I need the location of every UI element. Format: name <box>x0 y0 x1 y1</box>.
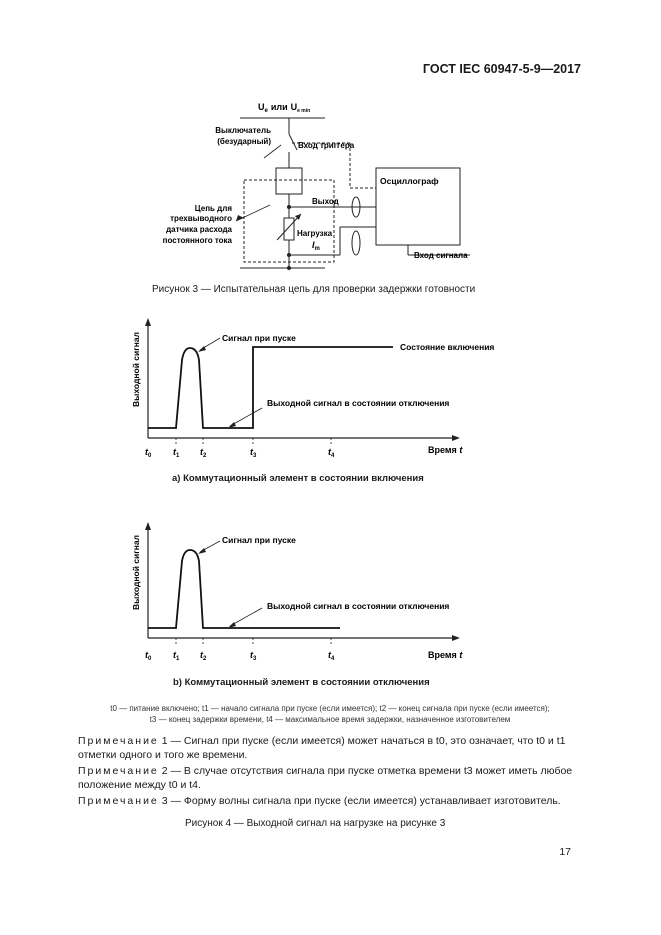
figure3-caption: Рисунок 3 — Испытательная цепь для проверки задержки готовности <box>152 284 476 295</box>
figure4-caption: Рисунок 4 — Выходной сигнал на нагрузке на рисунке 3 <box>185 818 446 829</box>
svg-text:t4: $t_4$ <box>328 650 335 662</box>
svg-text:t2: $t_2$ <box>200 447 207 459</box>
svg-text:t4: $t_4$ <box>328 447 335 459</box>
svg-text:трехвыводного: трехвыводного <box>170 214 232 223</box>
time-legend-line1: t0 — питание включено; t1 — начало сигнала при пуске (если имеется); t2 — конец сигнала при пуске (если имеется); <box>110 704 550 713</box>
svg-text:датчика расхода: датчика расхода <box>166 225 232 234</box>
graph-a-signal-trace <box>148 347 393 428</box>
sensor-box <box>276 168 302 194</box>
test-circuit-diagram <box>0 0 661 300</box>
standard-header: ГОСТ IEC 60947-5-9—2017 <box>422 62 581 76</box>
svg-text:t3: $t_3$ <box>250 447 257 459</box>
svg-text:Цепь для: Цепь для <box>194 204 232 213</box>
graph-b-caption: b) Коммутационный элемент в состоянии отключения <box>173 677 430 688</box>
svg-text:UeилиUe min: $U_e$ или $U_{e min}$ <box>258 102 311 114</box>
oscilloscope-label: Осциллограф <box>380 176 439 186</box>
svg-text:t2: $t_2$ <box>200 650 207 662</box>
svg-text:Время t: Время t <box>428 650 463 660</box>
svg-text:t0: $t_0$ <box>145 650 152 662</box>
signal-input-label: Вход сигнала <box>414 251 468 260</box>
svg-text:t3: $t_3$ <box>250 650 257 662</box>
note-2: Примечание 2 — В случае отсутствия сигнала при пуске отметка времени t3 может иметь любое положение между t0 и t4. <box>78 765 573 791</box>
load-resistor <box>284 218 294 240</box>
load-label: Нагрузка <box>297 229 333 238</box>
svg-text:Im: $I_m$ <box>312 240 320 252</box>
svg-text:t1: $t_1$ <box>173 447 180 459</box>
trigger-input-label: Вход триггера <box>298 141 355 150</box>
svg-text:постоянного тока: постоянного тока <box>162 236 232 245</box>
graph-b-ylabel: Выходной сигнал <box>131 534 141 610</box>
svg-text:Время t: Время t <box>428 445 463 455</box>
note-1: Примечание 1 — Сигнал при пуске (если имеется) может начаться в t0, это означает, что t0 и t1 отметки одного и того же времени. <box>78 735 566 761</box>
output-label: Выход <box>312 197 339 206</box>
time-legend-line2: t3 — конец задержки времени, t4 — максимальное время задержки, назначенное изготовителем <box>149 715 511 724</box>
graph-a-off-output: Выходной сигнал в состоянии отключения <box>267 398 450 408</box>
graph-a-caption: а) Коммутационный элемент в состоянии включения <box>172 473 424 484</box>
graph-a-on-state: Состояние включения <box>400 342 495 352</box>
graph-b-off-output: Выходной сигнал в состоянии отключения <box>267 601 450 611</box>
switch-contact <box>289 134 297 150</box>
svg-text:(безударный): (безударный) <box>217 137 271 146</box>
graph-b-signal-trace <box>148 550 340 628</box>
svg-text:t1: $t_1$ <box>173 650 180 662</box>
graph-a-start-signal: Сигнал при пуске <box>222 333 296 343</box>
page-number: 17 <box>559 846 571 858</box>
graph-b-start-signal: Сигнал при пуске <box>222 535 296 545</box>
svg-text:t0: $t_0$ <box>145 447 152 459</box>
switch-label: Выключатель <box>215 126 271 135</box>
graph-a-ylabel: Выходной сигнал <box>131 331 141 407</box>
note-3: Примечание 3 — Форму волны сигнала при пуске (если имеется) устанавливает изготовитель. <box>78 795 561 807</box>
